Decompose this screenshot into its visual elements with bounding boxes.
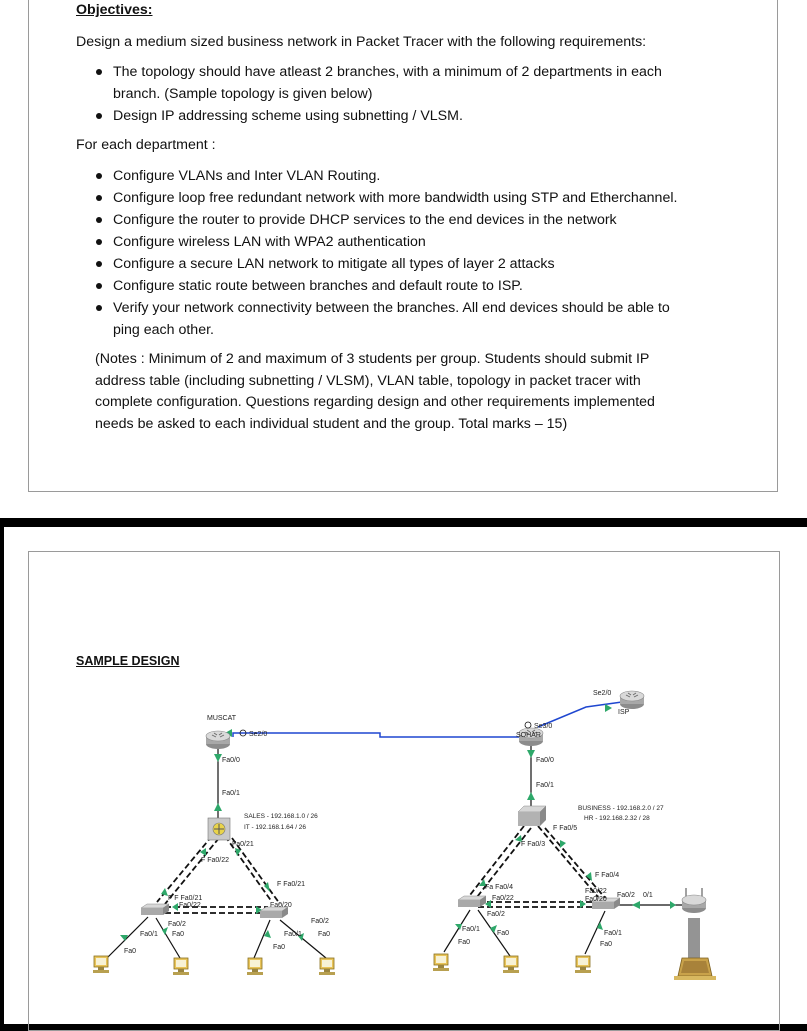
port-label: 0/1 (643, 892, 653, 899)
branch-label: MUSCAT (207, 715, 237, 722)
subnet-label: IT - 192.168.1.64 / 26 (244, 824, 307, 831)
pc-icon (173, 958, 189, 975)
port-label: Fa Fa0/4 (485, 884, 514, 891)
port-label: F F Fa0/21 (168, 895, 203, 902)
device-label: ISP (618, 709, 630, 716)
port-label: Fa0/22 (492, 895, 514, 902)
task-item: Configure a secure LAN network to mitigate all types of layer 2 attacks (113, 256, 555, 272)
wireless-signal-icon (689, 918, 699, 958)
port-label: Se2/0 (593, 690, 612, 697)
subnet-label: SALES - 192.168.1.0 / 26 (244, 813, 318, 820)
multilayer-switch-icon (208, 818, 230, 840)
wireless-router-icon (682, 888, 706, 913)
port-label: Se3/0 (534, 723, 553, 730)
intro-text: Design a medium sized business network in Packet Tracer with the following requirements: (76, 34, 647, 50)
router-icon (620, 691, 644, 709)
port-label: Fa0 (497, 930, 510, 937)
port-label: Fa0/1 (222, 790, 240, 797)
pc-icon (503, 956, 519, 973)
port-label: Fa0/2 (311, 918, 329, 925)
port-label: F Fa0/3 (521, 841, 546, 848)
notes-line: address table (including subnetting / VLSM), VLAN table, topology in packet tracer with (95, 373, 641, 389)
wan-serial-link (233, 733, 530, 737)
requirement-item-cont: branch. (Sample topology is given below) (113, 86, 373, 102)
port-label: Se2/0 (249, 731, 268, 738)
port-label: Fa0/1 (140, 931, 158, 938)
department-heading: For each department : (76, 137, 216, 153)
port-label: F Fa0/4 (595, 872, 620, 879)
port-label: Fa0/1 (284, 931, 302, 938)
notes-line: needs be asked to each individual student and the group. Total marks – 15) (95, 416, 568, 432)
notes-line: (Notes : Minimum of 2 and maximum of 3 students per group. Students should submit IP (95, 351, 650, 367)
branch-label: SOHAR (516, 732, 541, 739)
port-label: Fa0/20 (585, 896, 607, 903)
task-item: Configure static route between branches and default route to ISP. (113, 278, 523, 294)
pc-icon (575, 956, 591, 973)
task-item: Configure VLANs and Inter VLAN Routing. (113, 168, 381, 184)
notes-line: complete configuration. Questions regarding design and other requirements implemented (95, 394, 655, 410)
port-label: Fa0 (172, 931, 185, 938)
port-label: Fa0/0 (536, 757, 554, 764)
sample-design-heading: SAMPLE DESIGN (76, 654, 180, 668)
port-label: Fa0 (600, 941, 613, 948)
requirement-item: The topology should have atleast 2 branches, with a minimum of 2 departments in each (113, 64, 662, 80)
port-label: F Fa0/22 (201, 857, 230, 864)
port-label: Fa0 (273, 944, 286, 951)
pc-icon (247, 958, 263, 975)
subnet-label: HR - 192.168.2.32 / 28 (584, 815, 650, 822)
task-item: Configure loop free redundant network with more bandwidth using STP and Etherchannel. (113, 190, 678, 206)
router-icon (206, 731, 230, 749)
port-label: Fa0/22 (585, 888, 607, 895)
port-label: F Fa0/5 (553, 825, 578, 832)
port-label: Fa0 (458, 939, 471, 946)
pc-icon (433, 954, 449, 971)
switch-icon (141, 904, 169, 915)
port-label: Fa0/20 (270, 902, 292, 909)
port-label: Fa0/22 (179, 902, 201, 909)
port-label: Fa0/2 (168, 921, 186, 928)
port-label: Fa0/1 (462, 926, 480, 933)
laptop-icon (674, 958, 716, 980)
subnet-label: BUSINESS - 192.168.2.0 / 27 (578, 805, 664, 812)
objectives-heading: Objectives: (76, 2, 153, 18)
port-label: Fa0/1 (536, 782, 554, 789)
port-label: Fa0/0 (222, 757, 240, 764)
port-label: Fa0/1 (604, 930, 622, 937)
port-label: Fa0/2 (617, 892, 635, 899)
task-item: Verify your network connectivity between the branches. All end devices should be able to (113, 300, 670, 316)
switch-icon (458, 896, 486, 907)
pc-icon (93, 956, 109, 973)
port-label: F Fa0/21 (277, 881, 306, 888)
task-item-cont: ping each other. (113, 322, 214, 338)
pc-icon (319, 958, 335, 975)
port-label: Fa0 (124, 948, 137, 955)
task-item: Configure the router to provide DHCP services to the end devices in the network (113, 212, 617, 228)
port-label: Fa0/2 (487, 911, 505, 918)
task-item: Configure wireless LAN with WPA2 authentication (113, 234, 426, 250)
requirement-item: Design IP addressing scheme using subnetting / VLSM. (113, 108, 463, 124)
port-label: Fa0 (318, 931, 331, 938)
port-label: Fa0/21 (232, 841, 254, 848)
multilayer-switch-icon (518, 806, 546, 826)
